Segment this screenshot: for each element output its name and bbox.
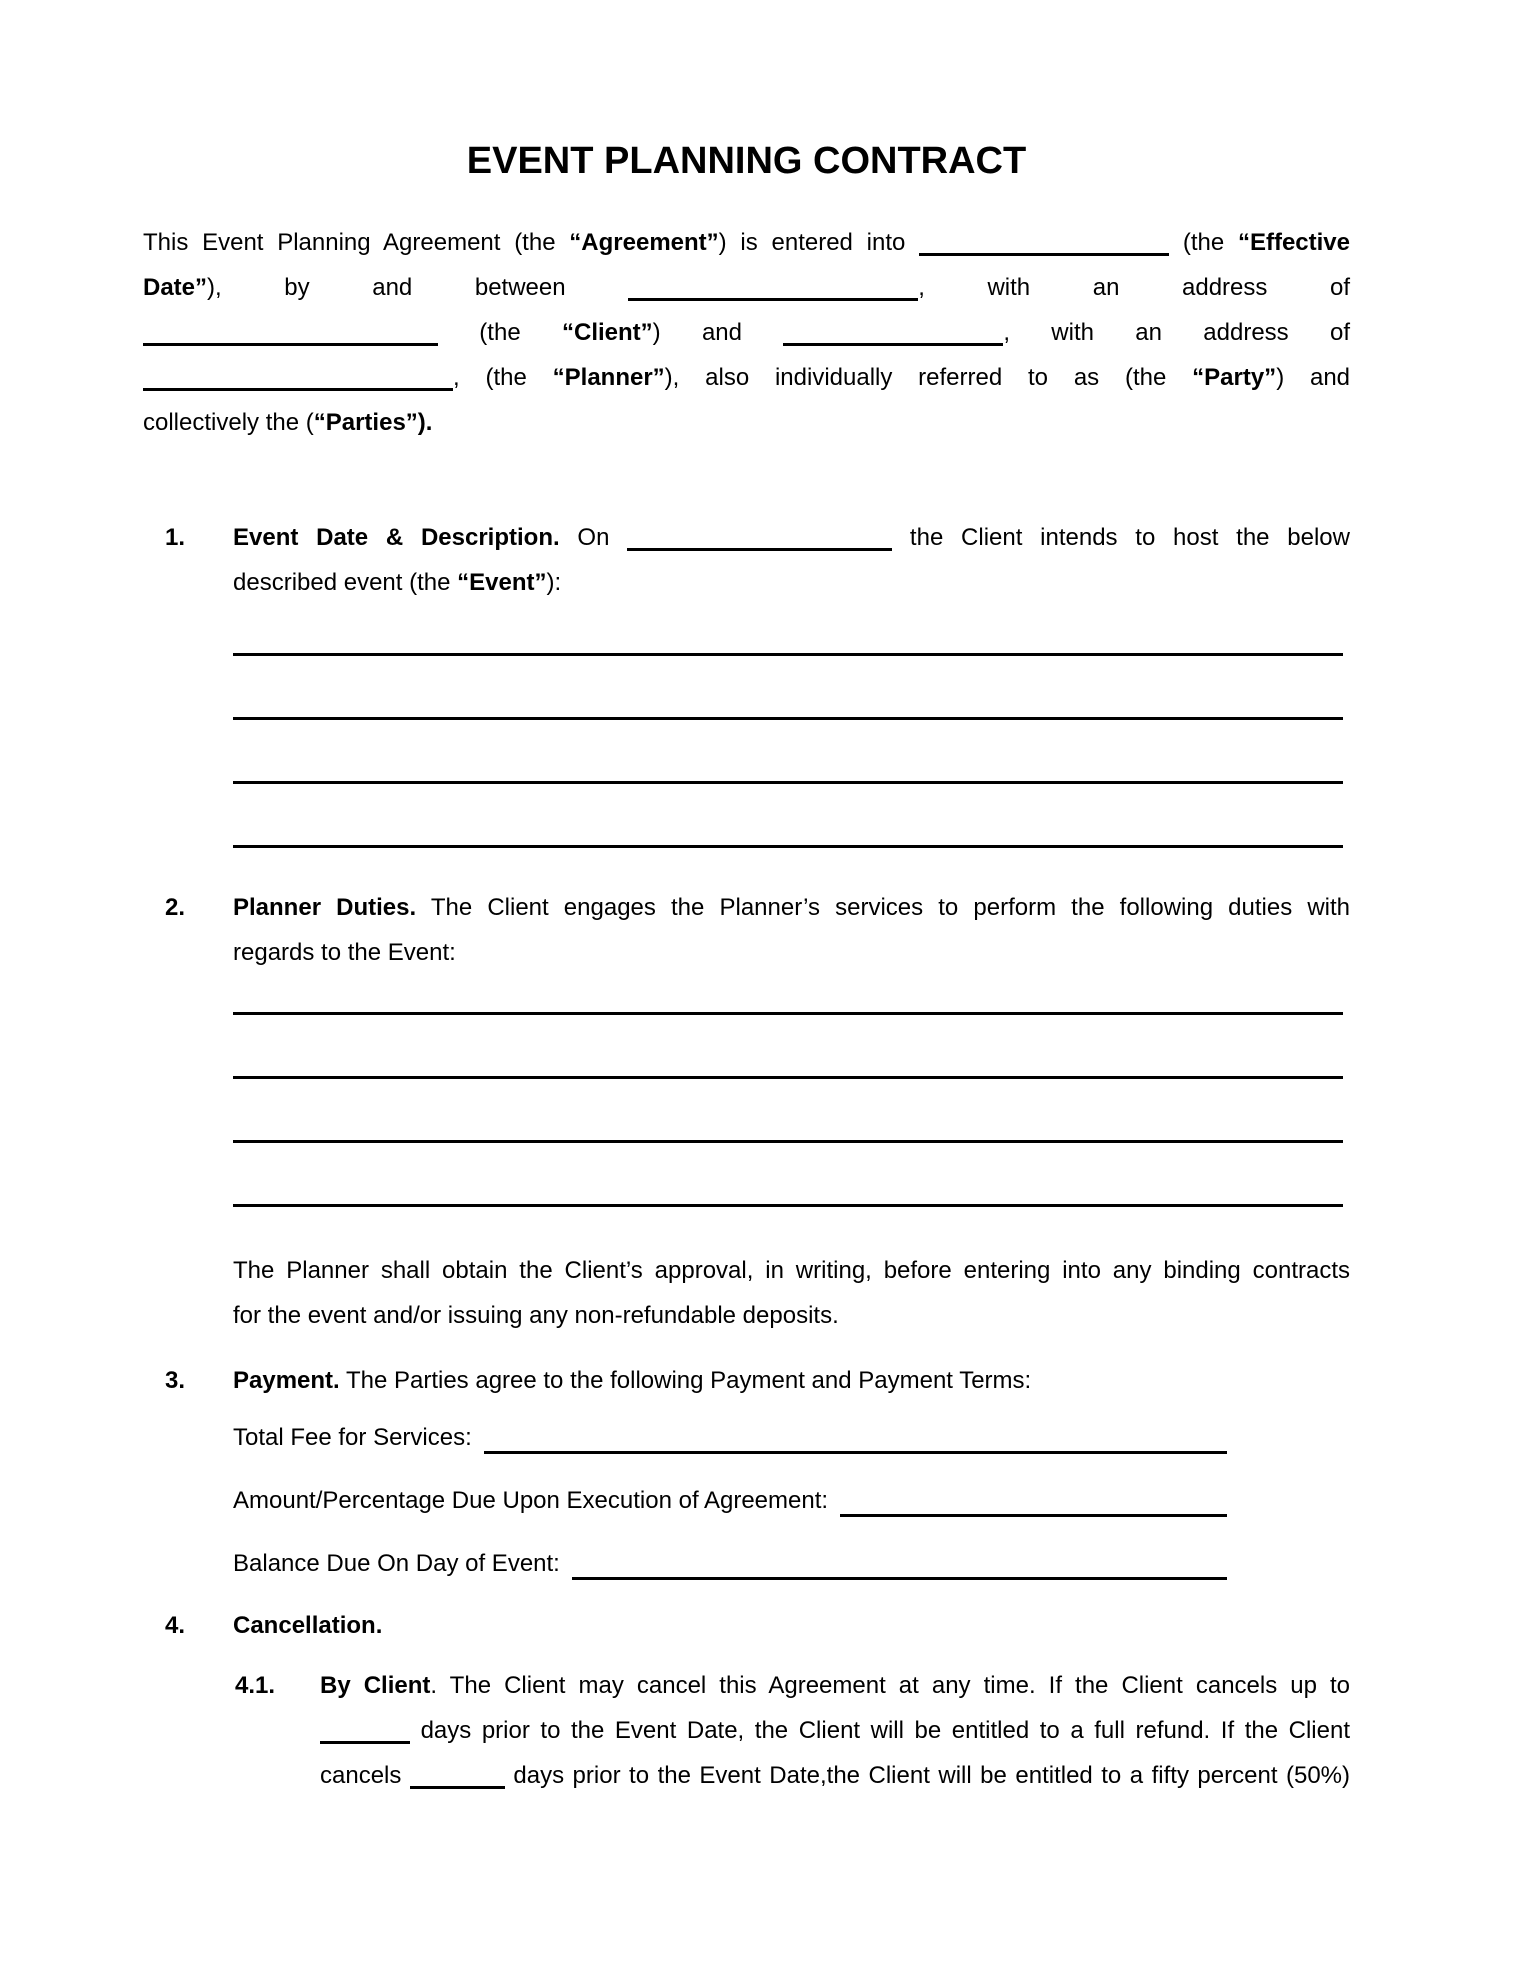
text-run: The Parties agree to the following Payment and Payment Terms: bbox=[339, 1367, 1032, 1394]
text-line bbox=[143, 310, 1350, 355]
fill-total-fee bbox=[143, 1415, 1350, 1460]
text-line bbox=[233, 1293, 1350, 1338]
fill-label: Balance Due On Day of Event: bbox=[233, 1550, 560, 1577]
text-run: described event (the bbox=[233, 569, 458, 596]
text-run: ) is entered into bbox=[718, 229, 920, 256]
fill-label: Amount/Percentage Due Upon Execution of Agreement: bbox=[233, 1487, 829, 1514]
text-run: The Client engages the Planner’s services to perform the following duties with bbox=[416, 894, 1351, 921]
text-line bbox=[143, 265, 1350, 310]
section-number: 4.1. bbox=[235, 1672, 276, 1699]
ruled-blank-line bbox=[233, 717, 1343, 720]
text-line bbox=[233, 885, 1350, 930]
text-run: for the event and/or issuing any non-refundable deposits. bbox=[233, 1302, 839, 1329]
section-3 bbox=[143, 1358, 1350, 1403]
text-line bbox=[233, 515, 1350, 560]
text-run: ) and bbox=[1276, 364, 1351, 391]
fill-balance-due bbox=[143, 1541, 1350, 1586]
planner-duties-rules bbox=[143, 1012, 1350, 1207]
ruled-blank-line bbox=[233, 845, 1343, 848]
text-run: . The Client may cancel this Agreement at any time. If the Client cancels up to bbox=[430, 1672, 1351, 1699]
text-run: ), by and between bbox=[207, 274, 629, 301]
event-description-rules bbox=[143, 653, 1350, 848]
text-run: The Planner shall obtain the Client’s approval, in writing, before entering into any binding contracts bbox=[233, 1257, 1350, 1284]
section-number: 4. bbox=[165, 1612, 186, 1639]
fill-blank-line bbox=[572, 1541, 1227, 1580]
fill-amount-due bbox=[143, 1478, 1350, 1523]
text-line bbox=[233, 1248, 1350, 1293]
section-4 bbox=[143, 1603, 1350, 1648]
fill-in-blank-line bbox=[143, 343, 438, 346]
text-line bbox=[233, 1603, 1350, 1648]
bold-text-run: “Parties”). bbox=[313, 409, 433, 436]
bold-text-run: Planner Duties. bbox=[233, 894, 417, 921]
text-line bbox=[143, 400, 1350, 445]
section-text bbox=[143, 1603, 1350, 1648]
fill-in-blank-line bbox=[627, 548, 892, 551]
section-text bbox=[143, 1358, 1350, 1403]
contract-title: EVENT PLANNING CONTRACT bbox=[466, 140, 1027, 182]
ruled-blank-line bbox=[233, 1076, 1343, 1079]
text-line bbox=[233, 560, 1350, 605]
text-run: (the bbox=[1169, 229, 1238, 256]
section-number: 1. bbox=[165, 524, 186, 551]
text-line bbox=[143, 355, 1350, 400]
section-number: 3. bbox=[165, 1367, 186, 1394]
fill-in-blank-line bbox=[919, 253, 1169, 256]
text-run: ) and bbox=[652, 319, 784, 346]
fill-in-blank-line bbox=[143, 388, 453, 391]
fill-blank-line bbox=[484, 1415, 1227, 1454]
ruled-blank-line bbox=[233, 781, 1343, 784]
text-run: days prior to the Event Date, the Client will be entitled to a full refund. If the Client bbox=[410, 1717, 1350, 1744]
text-run: collectively the ( bbox=[143, 409, 314, 436]
fill-in-blank-line bbox=[320, 1741, 410, 1744]
bold-text-run: By Client bbox=[320, 1672, 431, 1699]
bold-text-run: “Event” bbox=[457, 569, 547, 596]
bold-text-run: “Planner” bbox=[552, 364, 665, 391]
text-run: , with an address of bbox=[1003, 319, 1350, 346]
text-line bbox=[320, 1753, 1350, 1798]
bold-text-run: “Party” bbox=[1192, 364, 1277, 391]
section-text bbox=[143, 1663, 1350, 1798]
fill-in-blank-line bbox=[783, 343, 1003, 346]
bold-text-run: Date” bbox=[143, 274, 208, 301]
fill-label: Total Fee for Services: bbox=[233, 1424, 472, 1451]
fill-in-blank-line bbox=[628, 298, 918, 301]
section-4-1 bbox=[143, 1663, 1350, 1798]
ruled-blank-line bbox=[233, 1140, 1343, 1143]
section-number: 2. bbox=[165, 894, 186, 921]
text-run: On bbox=[559, 524, 628, 551]
bold-text-run: “Client” bbox=[561, 319, 653, 346]
ruled-blank-line bbox=[233, 653, 1343, 656]
ruled-blank-line bbox=[233, 1204, 1343, 1207]
bold-text-run: “Effective bbox=[1237, 229, 1350, 256]
text-run: (the bbox=[438, 319, 562, 346]
fill-in-blank-line bbox=[410, 1786, 505, 1789]
section-text bbox=[143, 515, 1350, 605]
planner-approval-paragraph bbox=[143, 1248, 1350, 1338]
text-line bbox=[233, 930, 1350, 975]
text-run: ), also individually referred to as (the bbox=[664, 364, 1193, 391]
contract-body bbox=[143, 220, 1350, 1798]
text-run: This Event Planning Agreement (the bbox=[143, 229, 570, 256]
text-line bbox=[320, 1663, 1350, 1708]
text-run: , with an address of bbox=[918, 274, 1350, 301]
text-run: regards to the Event: bbox=[233, 939, 456, 966]
text-run: cancels bbox=[320, 1762, 410, 1789]
bold-text-run: Cancellation. bbox=[233, 1612, 383, 1639]
bold-text-run: Event Date & Description. bbox=[233, 524, 560, 551]
intro-paragraph bbox=[143, 220, 1350, 445]
text-run: , (the bbox=[453, 364, 553, 391]
ruled-blank-line bbox=[233, 1012, 1343, 1015]
text-line bbox=[233, 1358, 1350, 1403]
fill-blank-line bbox=[840, 1478, 1227, 1517]
bold-text-run: Payment. bbox=[233, 1367, 340, 1394]
contract-content bbox=[143, 0, 1350, 1798]
text-run: days prior to the Event Date,the Client will be entitled to a fifty percent (50%) bbox=[504, 1762, 1350, 1789]
section-1 bbox=[143, 515, 1350, 605]
text-run: the Client intends to host the below bbox=[892, 524, 1350, 551]
bold-text-run: “Agreement” bbox=[569, 229, 719, 256]
section-2 bbox=[143, 885, 1350, 975]
text-run: ): bbox=[546, 569, 562, 596]
text-line bbox=[320, 1708, 1350, 1753]
text-line bbox=[143, 220, 1350, 265]
section-text bbox=[143, 885, 1350, 975]
